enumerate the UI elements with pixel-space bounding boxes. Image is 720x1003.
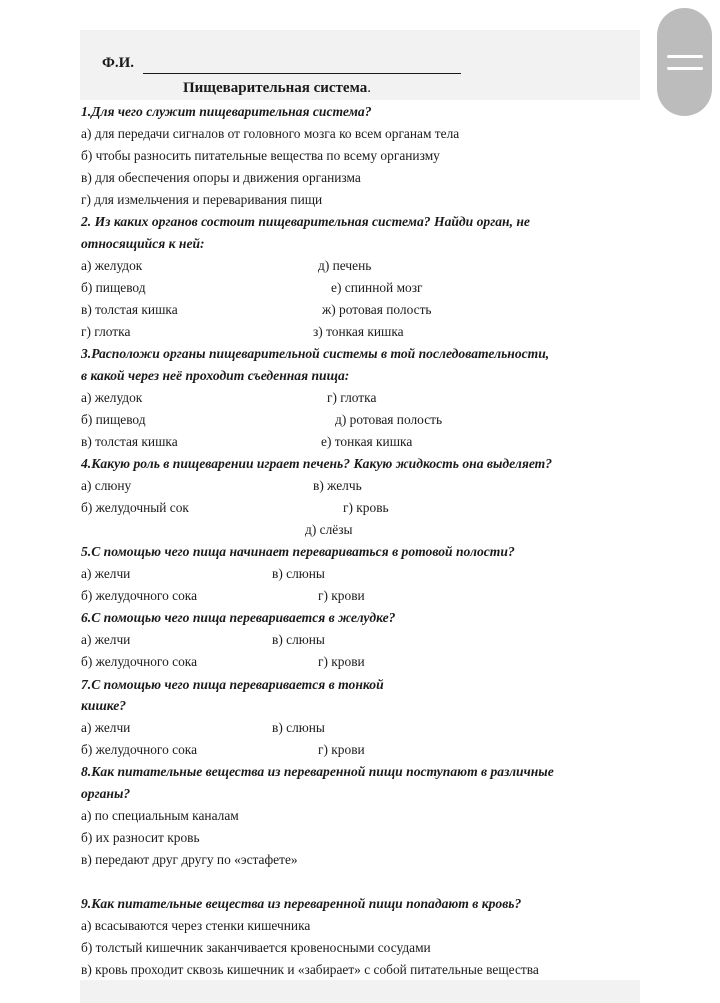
answer-option: а) желудок xyxy=(81,390,143,405)
question-6: 6.С помощью чего пища переваривается в желудке? xyxy=(81,610,396,625)
answer-option: в) желчь xyxy=(313,478,362,493)
question-8: 8.Как питательные вещества из переваренной пищи поступают в различные xyxy=(81,764,554,779)
answer-option: в) слюны xyxy=(272,566,325,581)
answer-option: а) желчи xyxy=(81,566,131,581)
answer-option: в) кровь проходит сквозь кишечник и «забирает» с собой питательные вещества xyxy=(81,962,539,977)
answer-option: б) желудочного сока xyxy=(81,654,198,669)
answer-option: б) пищевод xyxy=(81,280,146,295)
answer-option: а) всасываются через стенки кишечника xyxy=(81,918,311,933)
answer-option: в) толстая кишка xyxy=(81,302,178,317)
answer-option: а) для передачи сигналов от головного мозга ко всем органам тела xyxy=(81,126,460,141)
hamburger-icon xyxy=(667,55,703,58)
question-8-continued: органы? xyxy=(81,786,131,801)
answer-option: а) желчи xyxy=(81,720,131,735)
hamburger-icon xyxy=(667,67,703,70)
answer-option: а) по специальным каналам xyxy=(81,808,239,823)
answer-option: б) чтобы разносить питательные вещества по всему организму xyxy=(81,148,440,163)
answer-option: г) глотка xyxy=(327,390,377,405)
answer-option: г) кровь xyxy=(343,500,389,515)
answer-option: д) печень xyxy=(318,258,372,273)
question-9: 9.Как питательные вещества из переваренной пищи попадают в кровь? xyxy=(81,896,522,911)
answer-option: б) желудочного сока xyxy=(81,742,198,757)
page-footer-band xyxy=(80,980,640,1003)
question-7: 7.С помощью чего пища переваривается в тонкой xyxy=(81,677,384,692)
answer-option: г) крови xyxy=(318,654,365,669)
answer-option: е) спинной мозг xyxy=(331,280,423,295)
answer-option: а) слюну xyxy=(81,478,132,493)
answer-option: г) для измельчения и переваривания пищи xyxy=(81,192,323,207)
answer-option: г) глотка xyxy=(81,324,131,339)
answer-option: а) желчи xyxy=(81,632,131,647)
answer-option: в) слюны xyxy=(272,720,325,735)
answer-option: б) желудочного сока xyxy=(81,588,198,603)
answer-option: в) передают друг другу по «эстафете» xyxy=(81,852,298,867)
answer-option: в) для обеспечения опоры и движения организма xyxy=(81,170,361,185)
answer-option: г) крови xyxy=(318,742,365,757)
question-2-continued: относящийся к ней: xyxy=(81,236,205,251)
answer-option: в) слюны xyxy=(272,632,325,647)
answer-option: ж) ротовая полость xyxy=(322,302,432,317)
answer-option: б) желудочный сок xyxy=(81,500,189,515)
name-input-line xyxy=(143,73,461,74)
answer-option: з) тонкая кишка xyxy=(313,324,404,339)
name-label: Ф.И. xyxy=(102,55,135,71)
question-3-continued: в какой через неё проходит съеденная пища: xyxy=(81,368,350,383)
question-3: 3.Расположи органы пищеварительной системы в той последовательности, xyxy=(81,346,550,361)
answer-option: в) толстая кишка xyxy=(81,434,178,449)
question-7-continued: кишке? xyxy=(81,698,127,713)
answer-option: д) слёзы xyxy=(305,522,353,537)
menu-button[interactable] xyxy=(657,8,712,116)
question-2: 2. Из каких органов состоит пищеварительная система? Найди орган, не xyxy=(81,214,530,229)
answer-option: б) их разносит кровь xyxy=(81,830,200,845)
question-5: 5.С помощью чего пища начинает перевариваться в ротовой полости? xyxy=(81,544,515,559)
answer-option: д) ротовая полость xyxy=(335,412,443,427)
question-1: 1.Для чего служит пищеварительная система? xyxy=(81,104,372,119)
answer-option: б) толстый кишечник заканчивается кровеносными сосудами xyxy=(81,940,431,955)
worksheet-title: Пищеварительная система. xyxy=(183,80,371,96)
question-4: 4.Какую роль в пищеварении играет печень? Какую жидкость она выделяет? xyxy=(81,456,553,471)
answer-option: б) пищевод xyxy=(81,412,146,427)
answer-option: е) тонкая кишка xyxy=(321,434,413,449)
answer-option: а) желудок xyxy=(81,258,143,273)
answer-option: г) крови xyxy=(318,588,365,603)
